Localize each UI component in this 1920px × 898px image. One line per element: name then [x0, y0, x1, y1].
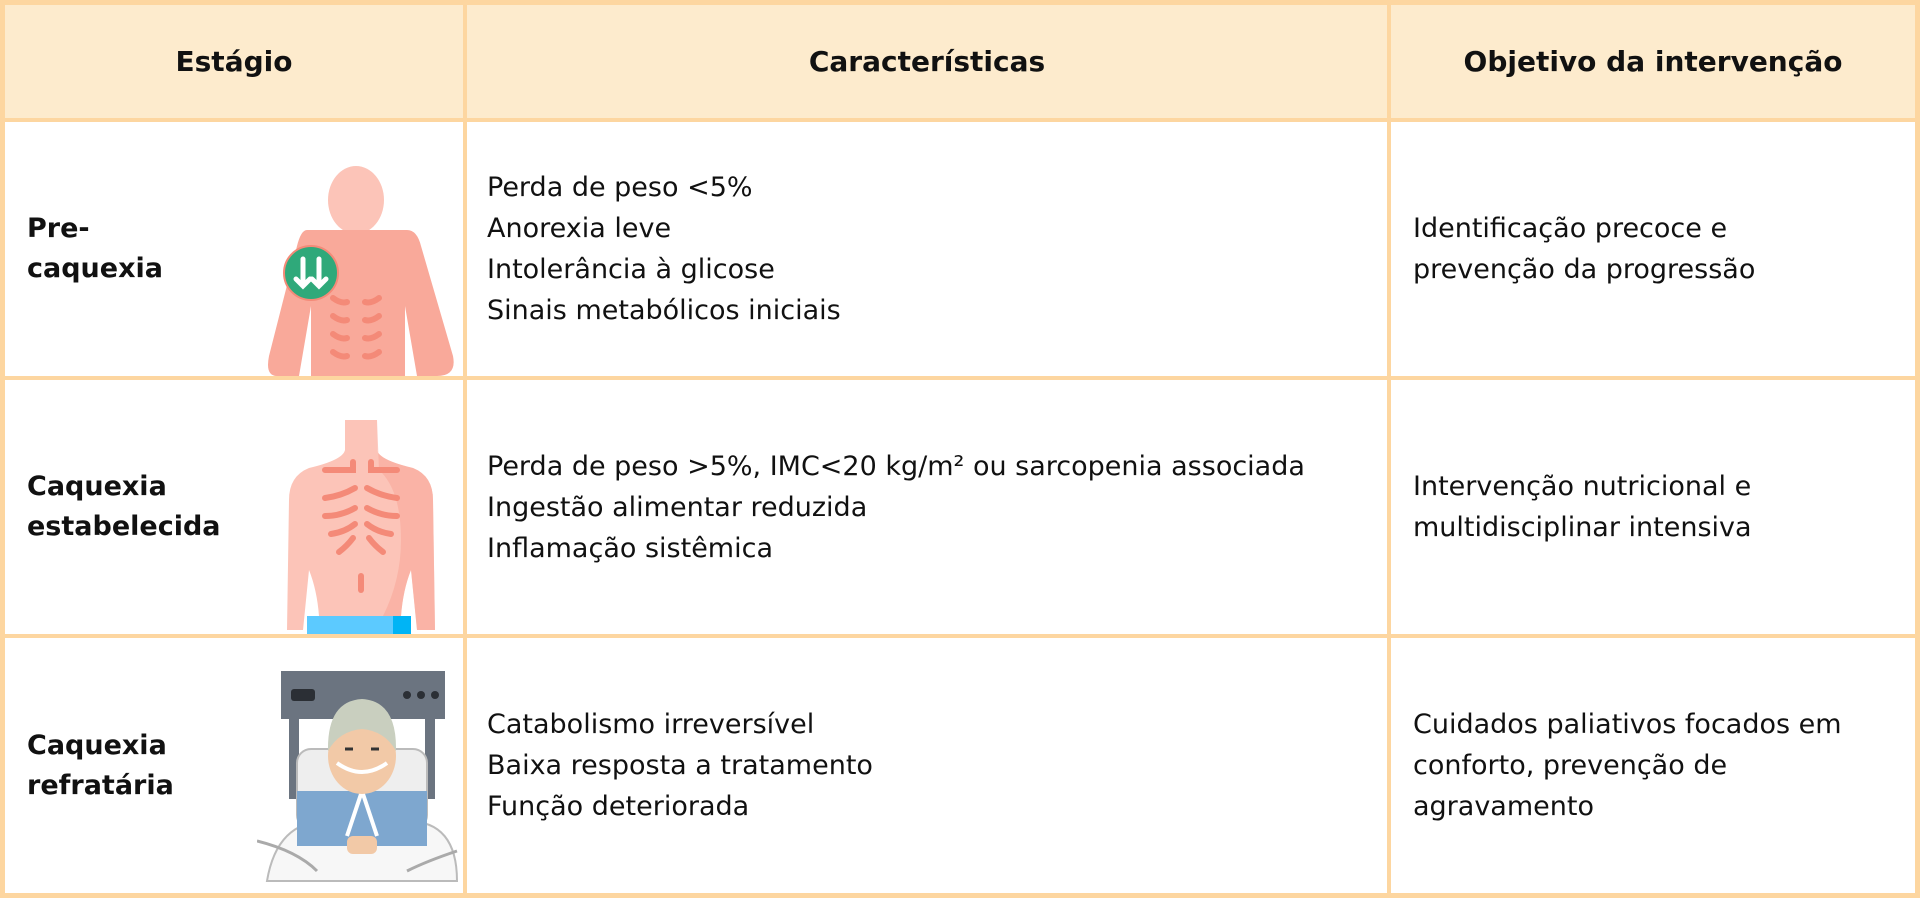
goal-text: Intervenção nutricional e multidisciplinar intensiva — [1413, 471, 1752, 543]
goal-text: Cuidados paliativos focados em conforto, prevenção de agravamento — [1413, 709, 1842, 822]
emaciated-torso-icon — [283, 420, 439, 634]
header-row — [3, 3, 1918, 121]
characteristics-cell — [465, 120, 1389, 378]
characteristic-item: Baixa resposta a tratamento — [487, 750, 873, 781]
table-row — [3, 636, 1918, 896]
stage-cell — [3, 636, 466, 896]
stage-label: Caquexia estabelecida — [27, 471, 221, 542]
header-goal: Objetivo da intervenção — [1389, 3, 1918, 121]
header-stage: Estágio — [3, 3, 466, 121]
header-characteristics: Características — [465, 3, 1389, 121]
characteristic-item: Intolerância à glicose — [487, 254, 775, 285]
goal-cell — [1389, 120, 1918, 378]
characteristic-item: Inflamação sistêmica — [487, 532, 773, 564]
characteristic-item: Perda de peso >5%, IMC<20 kg/m² ou sarcopenia associada — [487, 450, 1305, 482]
characteristics-cell — [465, 378, 1389, 636]
characteristic-item: Ingestão alimentar reduzida — [487, 491, 868, 523]
stage-label: Caquexia refratária — [27, 729, 174, 801]
characteristic-item: Anorexia leve — [487, 213, 672, 244]
elderly-patient-in-bed-icon — [257, 671, 467, 891]
stage-cell — [3, 378, 466, 636]
characteristic-item: Catabolismo irreversível — [487, 709, 815, 740]
goal-cell — [1389, 378, 1918, 636]
goal-text: Identificação precoce e prevenção da progressão — [1413, 213, 1756, 285]
stage-label: Pre-caquexia — [27, 213, 163, 284]
goal-cell — [1389, 636, 1918, 896]
thin-body-with-down-arrows-icon — [267, 166, 457, 376]
characteristics-cell — [465, 636, 1389, 896]
characteristic-item: Função deteriorada — [487, 791, 750, 822]
table-row — [3, 120, 1918, 378]
stage-cell — [3, 120, 466, 378]
characteristic-item: Sinais metabólicos iniciais — [487, 295, 841, 326]
table-row — [3, 378, 1918, 636]
characteristic-item: Perda de peso <5% — [487, 172, 753, 203]
